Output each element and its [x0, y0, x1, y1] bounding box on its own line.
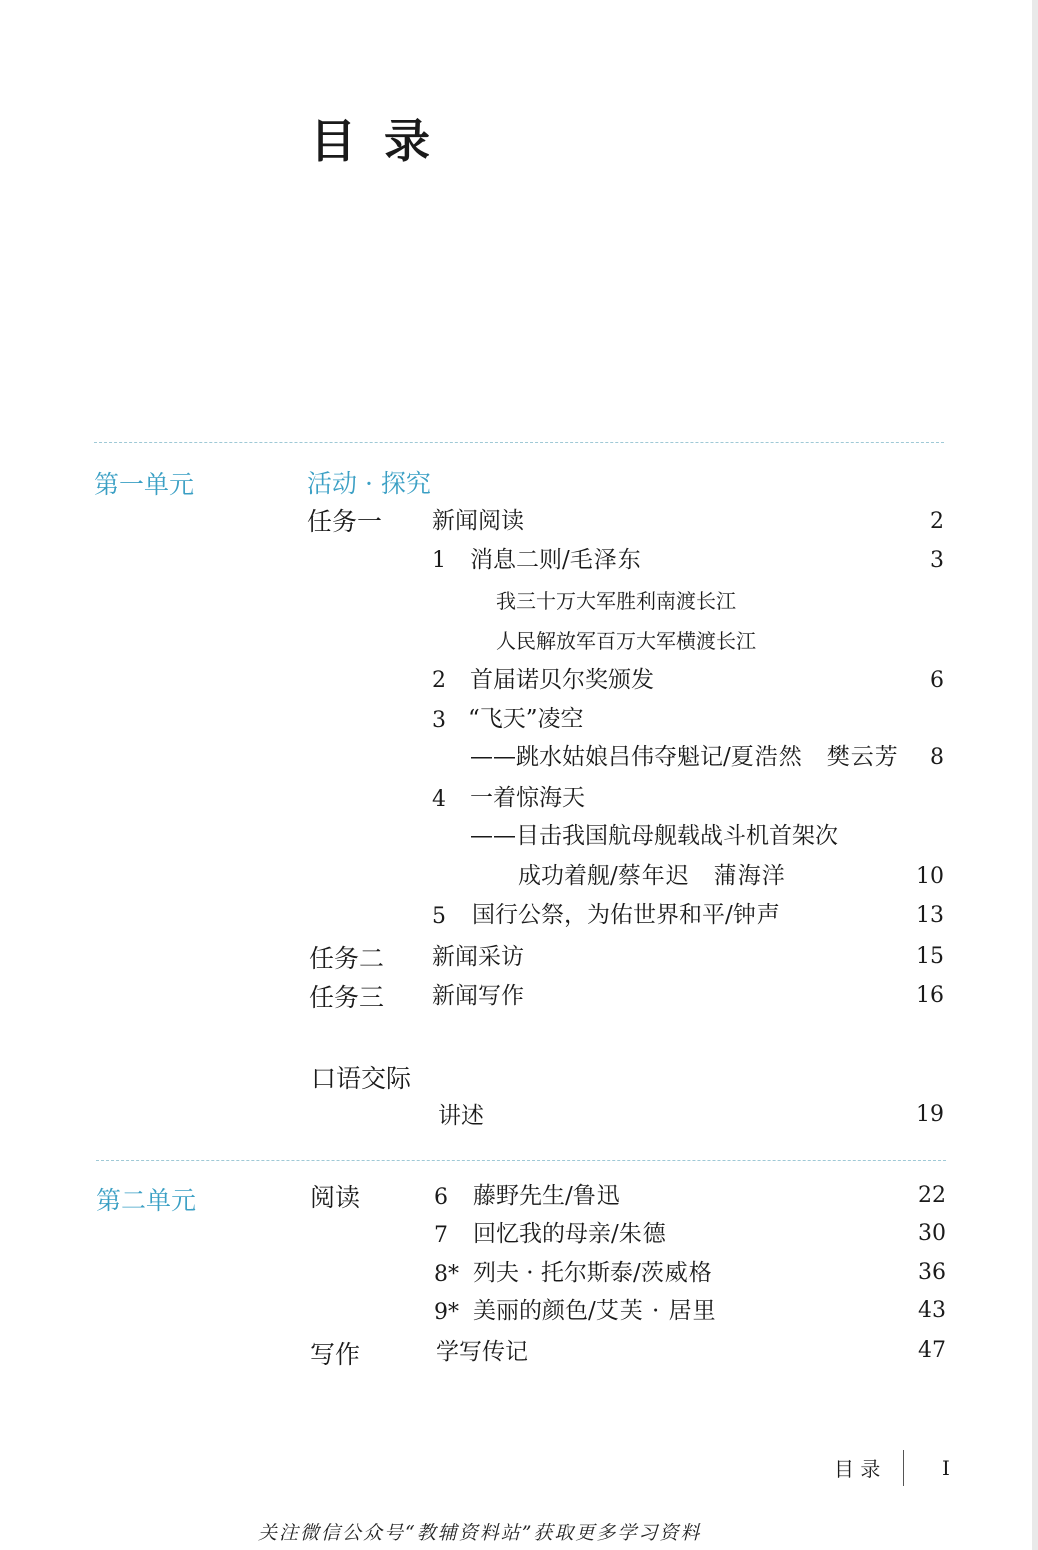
lesson-title: 藤野先生: [473, 1183, 565, 1209]
lesson-number: 3: [432, 708, 446, 733]
unit1-divider: [94, 442, 944, 443]
lesson-page: 36: [918, 1260, 946, 1285]
lesson-title: 消息二则: [470, 547, 562, 573]
unit2-divider: [96, 1160, 946, 1161]
lesson-page: 8: [930, 745, 944, 770]
lesson-page: 30: [918, 1221, 946, 1246]
task2-page: 15: [916, 944, 944, 969]
lesson-author: 毛泽东: [569, 547, 642, 573]
author-slash: /: [611, 1221, 619, 1247]
page-title: 目 录: [310, 114, 437, 168]
writing-label: 写作: [310, 1340, 361, 1369]
lesson-author: 鲁迅: [572, 1183, 621, 1209]
task2-label: 任务二: [309, 944, 385, 973]
lesson-page: 3: [930, 548, 944, 573]
lesson-title: 列夫 · 托尔斯泰: [473, 1260, 633, 1286]
lesson-page: 10: [916, 864, 944, 889]
writing-title: 学写传记: [436, 1339, 528, 1365]
footer-page-number: I: [942, 1456, 950, 1480]
lesson-author: 蔡年迟 蒲海洋: [617, 863, 786, 889]
lesson-number: 8*: [434, 1262, 459, 1287]
lesson-title: 美丽的颜色: [473, 1298, 588, 1324]
task3-page: 16: [916, 983, 944, 1008]
lesson-title: 一着惊海天: [470, 785, 585, 811]
lesson-page: 22: [918, 1183, 946, 1208]
task1-page: 2: [930, 509, 944, 534]
lesson-title: 回忆我的母亲: [473, 1221, 611, 1247]
task1-label: 任务一: [307, 507, 383, 536]
lesson-1-subitem-1[interactable]: 我三十万大军胜利南渡长江: [496, 589, 736, 613]
lesson-page: 13: [916, 903, 944, 928]
lesson-1-subitem-2[interactable]: 人民解放军百万大军横渡长江: [496, 629, 756, 653]
task2-title: 新闻采访: [432, 944, 524, 970]
lesson-title: “飞天”凌空: [468, 706, 584, 732]
lesson-number: 1: [432, 548, 446, 573]
unit1-name: 第一单元: [94, 470, 195, 499]
lesson-number: 4: [432, 787, 446, 812]
lesson-author: 钟声: [732, 902, 781, 928]
lesson-number: 6: [434, 1185, 448, 1210]
lesson-author: 茨威格: [640, 1260, 713, 1286]
footer-label: 目 录: [834, 1457, 881, 1481]
author-slash: /: [610, 863, 618, 889]
author-slash: /: [588, 1298, 596, 1324]
task3-label: 任务三: [309, 983, 385, 1012]
page-edge-shadow: [1032, 0, 1038, 1550]
lesson-number: 7: [434, 1223, 448, 1248]
oral-title: 讲述: [438, 1103, 484, 1129]
lesson-page: 43: [918, 1298, 946, 1323]
footer-divider: [903, 1450, 904, 1486]
lesson-author: 艾芙 · 居里: [595, 1298, 717, 1324]
lesson-page: 6: [930, 668, 944, 693]
lesson-number: 2: [432, 668, 446, 693]
oral-page: 19: [916, 1102, 944, 1127]
lesson-author: 夏浩然 樊云芳: [730, 744, 899, 770]
lesson-subtitle-cont: 成功着舰: [518, 863, 610, 889]
lesson-title: 首届诺贝尔奖颁发: [470, 667, 654, 693]
watermark-text: 关注微信公众号“教辅资料站”获取更多学习资料: [258, 1522, 702, 1544]
unit2-name: 第二单元: [96, 1186, 197, 1215]
lesson-number: 5: [432, 904, 446, 929]
writing-page: 47: [918, 1338, 946, 1363]
unit1-section-title: 活动 · 探究: [307, 469, 431, 498]
lesson-subtitle: ——跳水姑娘吕伟夺魁记: [470, 744, 723, 770]
author-slash: /: [632, 1260, 641, 1286]
lesson-title: 国行公祭，为佑世界和平: [472, 902, 725, 928]
oral-section-label: 口语交际: [311, 1064, 412, 1093]
author-slash: /: [565, 1183, 573, 1209]
reading-label: 阅读: [310, 1183, 361, 1212]
author-slash: /: [725, 902, 733, 928]
task3-title: 新闻写作: [432, 983, 524, 1009]
author-slash: /: [723, 744, 731, 770]
lesson-author: 朱德: [618, 1221, 667, 1247]
task1-title: 新闻阅读: [432, 508, 524, 534]
lesson-number: 9*: [434, 1300, 459, 1325]
lesson-subtitle: ——目击我国航母舰载战斗机首架次: [470, 823, 838, 849]
author-slash: /: [562, 547, 570, 573]
